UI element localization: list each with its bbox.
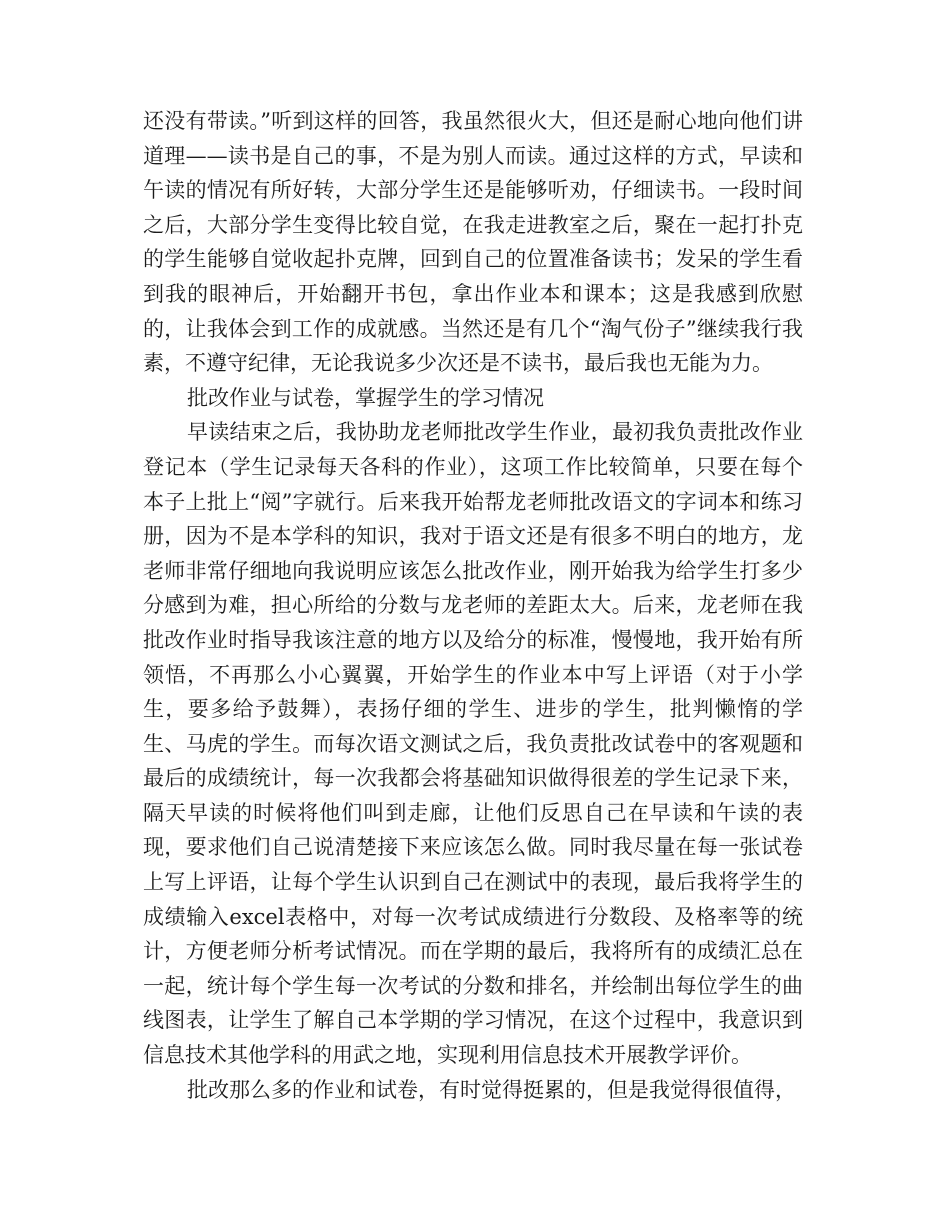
document-body [143,104,803,1107]
paragraph-reading-supervision: 还没有带读。”听到这样的回答，我虽然很火大，但还是耐心地向他们讲道理——读书是自己的事，不是为别人而读。通过这样的方式，早读和午读的情况有所好转，大部分学生还是能够听劝，仔细读书。一段时间之后，大部分学生变得比较自觉，在我走进教室之后，聚在一起打扑克的学生能够自觉收起扑克牌，回到自己的位置准备读书；发呆的学生看到我的眼神后，开始翻开书包，拿出作业本和课本；这是我感到欣慰的，让我体会到工作的成就感。当然还是有几个“淘气份子”继续我行我素，不遵守纪律，无论我说多少次还是不读书，最后我也无能为力。 [143,109,803,376]
paragraph-grading-work: 早读结束之后，我协助龙老师批改学生作业，最初我负责批改作业登记本（学生记录每天各科的作业），这项工作比较简单，只要在每个本子上批上“阅”字就行。后来我开始帮龙老师批改语文的字词本和练习册，因为不是本学科的知识，我对于语文还是有很多不明白的地方，龙老师非常仔细地向我说明应该怎么批改作业，刚开始我为给学生打多少分感到为难，担心所给的分数与龙老师的差距太大。后来，龙老师在我批改作业时指导我该注意的地方以及给分的标准，慢慢地，我开始有所领悟，不再那么小心翼翼，开始学生的作业本中写上评语（对于小学生，要多给予鼓舞），表扬仔细的学生、进步的学生，批判懒惰的学生、马虎的学生。而每次语文测试之后，我负责批改试卷中的客观题和最后的成绩统计，每一次我都会将基础知识做得很差的学生记录下来，隔天早读的时候将他们叫到走廊，让他们反思自己在早读和午读的表现，要求他们自己说清楚接下来应该怎么做。同时我尽量在每一张试卷上写上评语，让每个学生认识到自己在测试中的表现，最后我将学生的成绩输入excel表格中，对每一次考试成绩进行分数段、及格率等的统计，方便老师分析考试情况。而在学期的最后，我将所有的成绩汇总在一起，统计每个学生每一次考试的分数和排名，并绘制出每位学生的曲线图表，让学生了解自己本学期的学习情况，在这个过程中，我意识到信息技术其他学科的用武之地，实现利用信息技术开展教学评价。 [143,420,803,1068]
section-heading-grading: 批改作业与试卷，掌握学生的学习情况 [187,385,544,410]
paragraph-reflection: 批改那么多的作业和试卷，有时觉得挺累的，但是我觉得很值得， [187,1077,796,1102]
